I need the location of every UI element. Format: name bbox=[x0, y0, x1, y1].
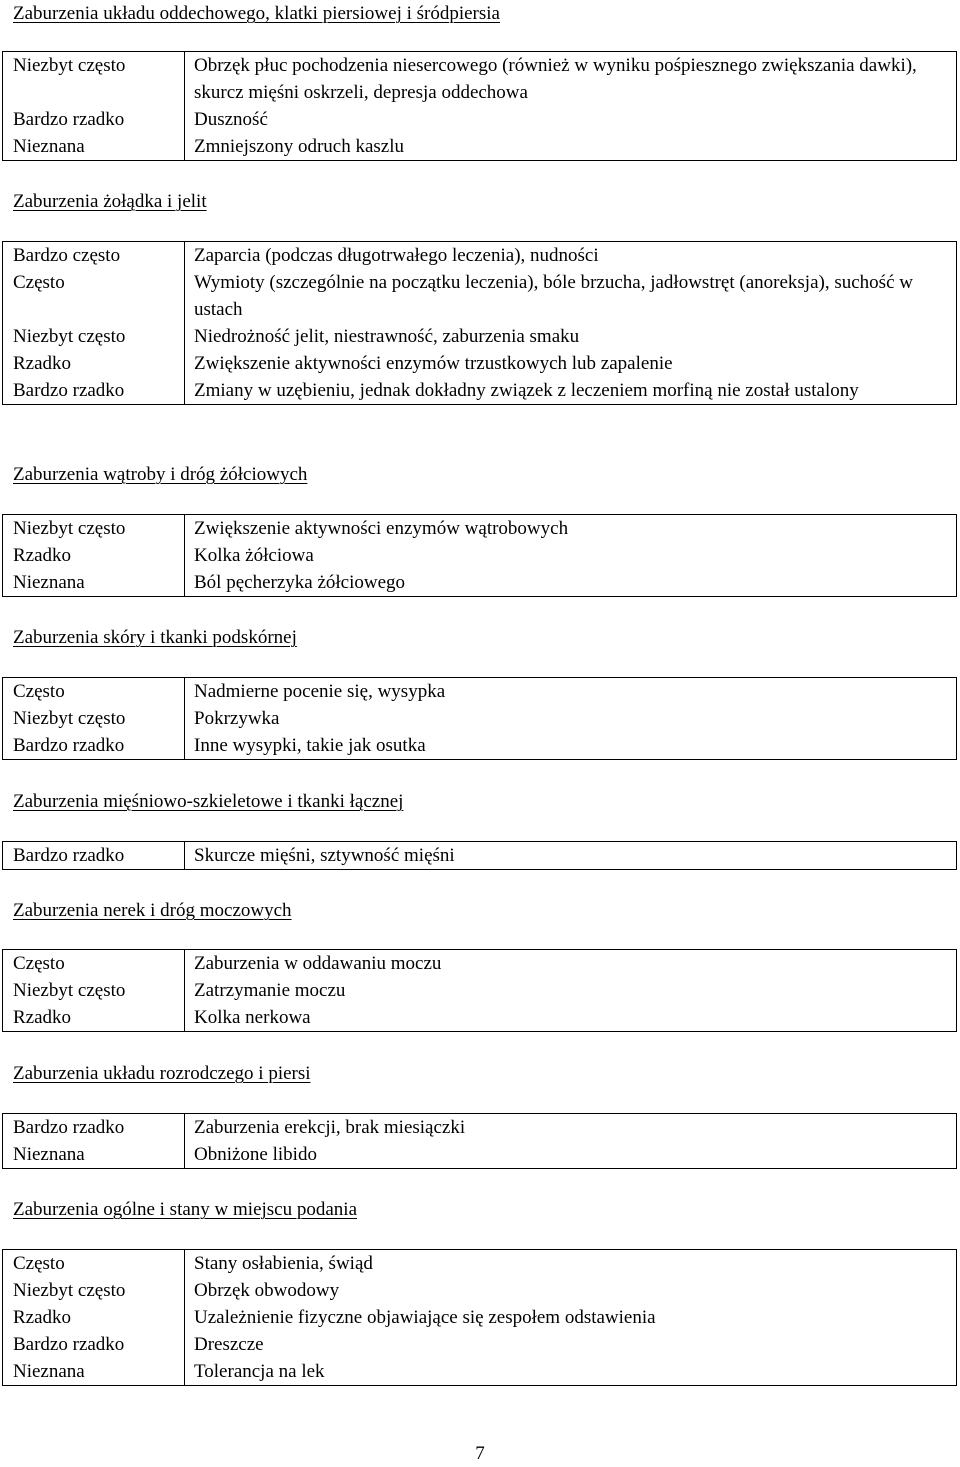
effect-cell bbox=[185, 1114, 957, 1169]
effect-cell bbox=[185, 515, 957, 597]
frequency-label: Niezbyt często bbox=[13, 326, 126, 347]
frequency-label: Często bbox=[13, 953, 65, 974]
table-row bbox=[3, 678, 957, 760]
effect-text: Uzależnienie fizyczne objawiające się zespołem odstawienia bbox=[194, 1307, 656, 1328]
frequency-label: Nieznana bbox=[13, 1361, 85, 1382]
frequency-cell bbox=[3, 515, 185, 597]
effect-text: Kolka żółciowa bbox=[194, 545, 314, 566]
effect-text: Zaburzenia erekcji, brak miesiączki bbox=[194, 1117, 466, 1138]
frequency-label: Nieznana bbox=[13, 572, 85, 593]
table-renal bbox=[2, 949, 957, 1032]
frequency-cell bbox=[3, 242, 185, 405]
table-row bbox=[3, 1114, 957, 1169]
section-heading-hepatobiliary: Zaburzenia wątroby i dróg żółciowych bbox=[13, 464, 308, 485]
frequency-label: Rzadko bbox=[13, 1307, 72, 1328]
table-row bbox=[3, 842, 957, 870]
table-musculoskeletal bbox=[2, 841, 957, 870]
frequency-label: Niezbyt często bbox=[13, 980, 126, 1001]
effect-text: Zwiększenie aktywności enzymów wątrobowych bbox=[194, 518, 569, 539]
effect-text: Kolka nerkowa bbox=[194, 1007, 311, 1028]
effect-text: Zaparcia (podczas długotrwałego leczenia), nudności bbox=[194, 245, 599, 266]
section-heading-reproductive: Zaburzenia układu rozrodczego i piersi bbox=[13, 1063, 311, 1084]
effect-cell bbox=[185, 842, 957, 870]
effect-text: Pokrzywka bbox=[194, 708, 280, 729]
effect-text: Obniżone libido bbox=[194, 1144, 317, 1165]
effect-text: Zaburzenia w oddawaniu moczu bbox=[194, 953, 442, 974]
page-number: 7 bbox=[475, 1443, 485, 1464]
frequency-label: Bardzo często bbox=[13, 245, 121, 266]
table-respiratory bbox=[2, 51, 957, 161]
effect-text: Ból pęcherzyka żółciowego bbox=[194, 572, 406, 593]
effect-text: Inne wysypki, takie jak osutka bbox=[194, 735, 426, 756]
section-heading-gastrointestinal: Zaburzenia żołądka i jelit bbox=[13, 191, 207, 212]
section-heading-musculoskeletal: Zaburzenia mięśniowo-szkieletowe i tkanki łącznej bbox=[13, 791, 404, 812]
section-heading-general: Zaburzenia ogólne i stany w miejscu podania bbox=[13, 1199, 358, 1220]
effect-text: Skurcze mięśni, sztywność mięśni bbox=[194, 845, 455, 866]
effect-text: Wymioty (szczególnie na początku leczenia), bóle brzucha, jadłowstręt (anoreksja), suchość w ustach bbox=[194, 272, 913, 320]
table-general bbox=[2, 1249, 957, 1386]
effect-text: Obrzęk płuc pochodzenia niesercowego (również w wyniku pośpiesznego zwiększania dawki), skurcz mięśni oskrzeli, depresja oddechowa bbox=[194, 55, 917, 103]
frequency-label: Bardzo rzadko bbox=[13, 845, 125, 866]
frequency-label: Niezbyt często bbox=[13, 708, 126, 729]
effect-cell bbox=[185, 242, 957, 405]
frequency-label: Bardzo rzadko bbox=[13, 1117, 125, 1138]
table-row bbox=[3, 515, 957, 597]
frequency-label: Bardzo rzadko bbox=[13, 109, 125, 130]
frequency-cell bbox=[3, 678, 185, 760]
frequency-label: Rzadko bbox=[13, 353, 72, 374]
effect-text: Zwiększenie aktywności enzymów trzustkowych lub zapalenie bbox=[194, 353, 673, 374]
frequency-cell bbox=[3, 842, 185, 870]
frequency-label: Rzadko bbox=[13, 1007, 72, 1028]
effect-cell bbox=[185, 1250, 957, 1386]
frequency-label: Bardzo rzadko bbox=[13, 380, 125, 401]
frequency-label: Często bbox=[13, 681, 65, 702]
table-gastrointestinal bbox=[2, 241, 957, 405]
frequency-label: Bardzo rzadko bbox=[13, 1334, 125, 1355]
section-heading-renal: Zaburzenia nerek i dróg moczowych bbox=[13, 900, 292, 921]
effect-text: Zmniejszony odruch kaszlu bbox=[194, 136, 405, 157]
effect-text: Zmiany w uzębieniu, jednak dokładny związek z leczeniem morfiną nie został ustalony bbox=[194, 380, 859, 401]
frequency-label: Nieznana bbox=[13, 136, 85, 157]
table-skin bbox=[2, 677, 957, 760]
effect-cell bbox=[185, 52, 957, 161]
effect-text: Nadmierne pocenie się, wysypka bbox=[194, 681, 446, 702]
frequency-label: Często bbox=[13, 1253, 65, 1274]
section-heading-respiratory: Zaburzenia układu oddechowego, klatki piersiowej i śródpiersia bbox=[13, 3, 500, 24]
frequency-cell bbox=[3, 52, 185, 161]
frequency-cell bbox=[3, 1250, 185, 1386]
effect-text: Obrzęk obwodowy bbox=[194, 1280, 340, 1301]
effect-text: Niedrożność jelit, niestrawność, zaburzenia smaku bbox=[194, 326, 580, 347]
frequency-cell bbox=[3, 950, 185, 1032]
section-heading-skin: Zaburzenia skóry i tkanki podskórnej bbox=[13, 627, 297, 648]
table-row bbox=[3, 52, 957, 161]
frequency-label: Niezbyt często bbox=[13, 518, 126, 539]
frequency-label: Rzadko bbox=[13, 545, 72, 566]
frequency-label: Bardzo rzadko bbox=[13, 735, 125, 756]
effect-text: Tolerancja na lek bbox=[194, 1361, 325, 1382]
frequency-label: Niezbyt często bbox=[13, 55, 126, 76]
frequency-cell bbox=[3, 1114, 185, 1169]
frequency-label: Często bbox=[13, 272, 65, 293]
frequency-label: Nieznana bbox=[13, 1144, 85, 1165]
effect-text: Duszność bbox=[194, 109, 268, 130]
table-hepatobiliary bbox=[2, 514, 957, 597]
frequency-label: Niezbyt często bbox=[13, 1280, 126, 1301]
table-reproductive bbox=[2, 1113, 957, 1169]
effect-cell bbox=[185, 678, 957, 760]
effect-text: Zatrzymanie moczu bbox=[194, 980, 346, 1001]
table-row bbox=[3, 1250, 957, 1386]
effect-cell bbox=[185, 950, 957, 1032]
table-row bbox=[3, 242, 957, 405]
effect-text: Dreszcze bbox=[194, 1334, 264, 1355]
table-row bbox=[3, 950, 957, 1032]
effect-text: Stany osłabienia, świąd bbox=[194, 1253, 373, 1274]
